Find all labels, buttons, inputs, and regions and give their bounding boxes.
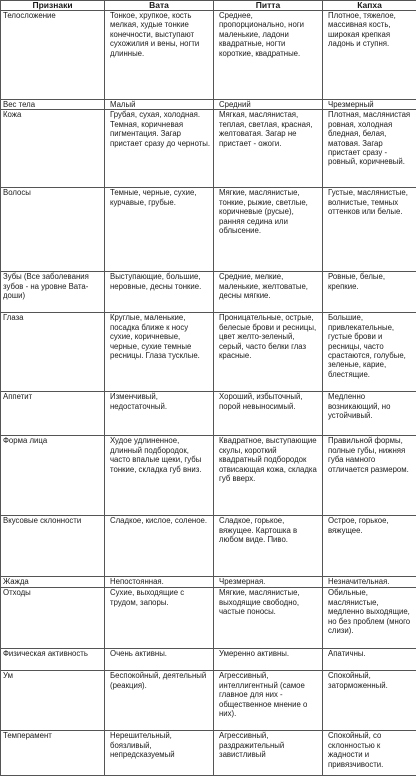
pitta-cell: Умеренно активны.	[214, 649, 323, 671]
kapha-cell: Правильной формы, полные губы, нижняя губа намного отличается размером.	[323, 436, 416, 516]
header-cell-kapha: Капха	[323, 1, 416, 11]
trait-cell: Зубы (Все заболевания зубов - на уровне Вата-доши)	[1, 272, 105, 313]
vata-cell: Изменчивый, недостаточный.	[105, 392, 214, 436]
vata-cell: Темные, черные, сухие, курчавые, грубые.	[105, 188, 214, 272]
pitta-cell: Чрезмерная.	[214, 577, 323, 588]
kapha-cell: Спокойный, со склонностью к жадности и привязчивости.	[323, 731, 416, 776]
table-row	[1, 731, 416, 776]
header-row	[1, 1, 416, 11]
table-row	[1, 436, 416, 516]
pitta-cell: Квадратное, выступающие скулы, короткий квадратный подбородок отвисающая кожа, складка губ вверх.	[214, 436, 323, 516]
vata-cell: Непостоянная.	[105, 577, 214, 588]
vata-cell: Малый	[105, 100, 214, 110]
table-row	[1, 671, 416, 731]
pitta-cell: Мягкие, маслянистые, тонкие, рыжие, светлые, коричневые (русые), ранняя седина или облысение.	[214, 188, 323, 272]
kapha-cell: Густые, маслянистые, волнистые, темных оттенков или белые.	[323, 188, 416, 272]
pitta-cell: Агрессивный, раздражительный завистливый	[214, 731, 323, 776]
pitta-cell: Сладкое, горькое, вяжущее. Картошка в любом виде. Пиво.	[214, 516, 323, 577]
table-row	[1, 100, 416, 110]
vata-cell: Тонкое, хрупкое, кость мелкая, худые тонкие конечности, выступают сухожилия и вены, ногти длинные.	[105, 11, 214, 100]
trait-cell: Темперамент	[1, 731, 105, 776]
pitta-cell: Хороший, избыточный, порой невыносимый.	[214, 392, 323, 436]
table-row	[1, 588, 416, 649]
kapha-cell: Плотная, маслянистая ровная, холодная бледная, белая, матовая. Загар пристает сразу - ровный, коричневый.	[323, 110, 416, 188]
vata-cell: Сладкое, кислое, соленое.	[105, 516, 214, 577]
pitta-cell: Мягкая, маслянистая, теплая, светлая, красная, желтоватая. Загар не пристает - ожоги.	[214, 110, 323, 188]
table-row	[1, 272, 416, 313]
vata-cell: Круглые, маленькие, посадка ближе к носу сухие, коричневые, черные, сухие темные ресницы. Глаза тусклые.	[105, 313, 214, 392]
kapha-cell: Обильные, маслянистые, медленно выходящие, но без проблем (много слизи).	[323, 588, 416, 649]
kapha-cell: Плотное, тяжелое, массивная кость, широкая крепкая ладонь и ступня.	[323, 11, 416, 100]
header-cell-pitta: Питта	[214, 1, 323, 11]
kapha-cell: Апатичны.	[323, 649, 416, 671]
vata-cell: Беспокойный, деятельный (реакция).	[105, 671, 214, 731]
trait-cell: Физическая активность	[1, 649, 105, 671]
pitta-cell: Среднее, пропорционально, ноги маленькие, ладони квадратные, ногти короткие, квадратные.	[214, 11, 323, 100]
table-row	[1, 11, 416, 100]
header-cell-signs: Признаки	[1, 1, 105, 11]
trait-cell: Вкусовые склонности	[1, 516, 105, 577]
trait-cell: Кожа	[1, 110, 105, 188]
vata-cell: Очень активны.	[105, 649, 214, 671]
vata-cell: Грубая, сухая, холодная. Темная, коричневая пигментация. Загар пристает сразу до черноты.	[105, 110, 214, 188]
table-row	[1, 577, 416, 588]
vata-cell: Худое удлиненное, длинный подбородок, часто впалые щеки, губы тонкие, складка губ вниз.	[105, 436, 214, 516]
table-row	[1, 188, 416, 272]
kapha-cell: Большие, привлекательные, густые брови и ресницы, часто срастаются, голубые, зеленые, карие, блестящие.	[323, 313, 416, 392]
table-row	[1, 516, 416, 577]
table-row	[1, 110, 416, 188]
pitta-cell: Агрессивный, интеллигентный (самое главное для них - общественное мнение о них).	[214, 671, 323, 731]
trait-cell: Отходы	[1, 588, 105, 649]
kapha-cell: Ровные, белые, крепкие.	[323, 272, 416, 313]
header-cell-vata: Вата	[105, 1, 214, 11]
vata-cell: Нерешительный, боязливый, непредсказуемый	[105, 731, 214, 776]
trait-cell: Глаза	[1, 313, 105, 392]
vata-cell: Выступающие, большие, неровные, десны тонкие.	[105, 272, 214, 313]
kapha-cell: Медленно возникающий, но устойчивый.	[323, 392, 416, 436]
trait-cell: Вес тела	[1, 100, 105, 110]
table-row	[1, 392, 416, 436]
trait-cell: Жажда	[1, 577, 105, 588]
pitta-cell: Мягкие, маслянистые, выходящие свободно, частые поносы.	[214, 588, 323, 649]
pitta-cell: Средний	[214, 100, 323, 110]
pitta-cell: Средние, мелкие, маленькие, желтоватые, десны мягкие.	[214, 272, 323, 313]
trait-cell: Форма лица	[1, 436, 105, 516]
kapha-cell: Незначительная.	[323, 577, 416, 588]
vata-cell: Сухие, выходящие с трудом, запоры.	[105, 588, 214, 649]
trait-cell: Волосы	[1, 188, 105, 272]
trait-cell: Телосложение	[1, 11, 105, 100]
trait-cell: Ум	[1, 671, 105, 731]
kapha-cell: Чрезмерный	[323, 100, 416, 110]
table-row	[1, 313, 416, 392]
kapha-cell: Острое, горькое, вяжущее.	[323, 516, 416, 577]
trait-cell: Аппетит	[1, 392, 105, 436]
table-row	[1, 649, 416, 671]
kapha-cell: Спокойный, заторможенный.	[323, 671, 416, 731]
pitta-cell: Проницательные, острые, белесые брови и ресницы, цвет желто-зеленый, серый, часто белки глаз красные.	[214, 313, 323, 392]
